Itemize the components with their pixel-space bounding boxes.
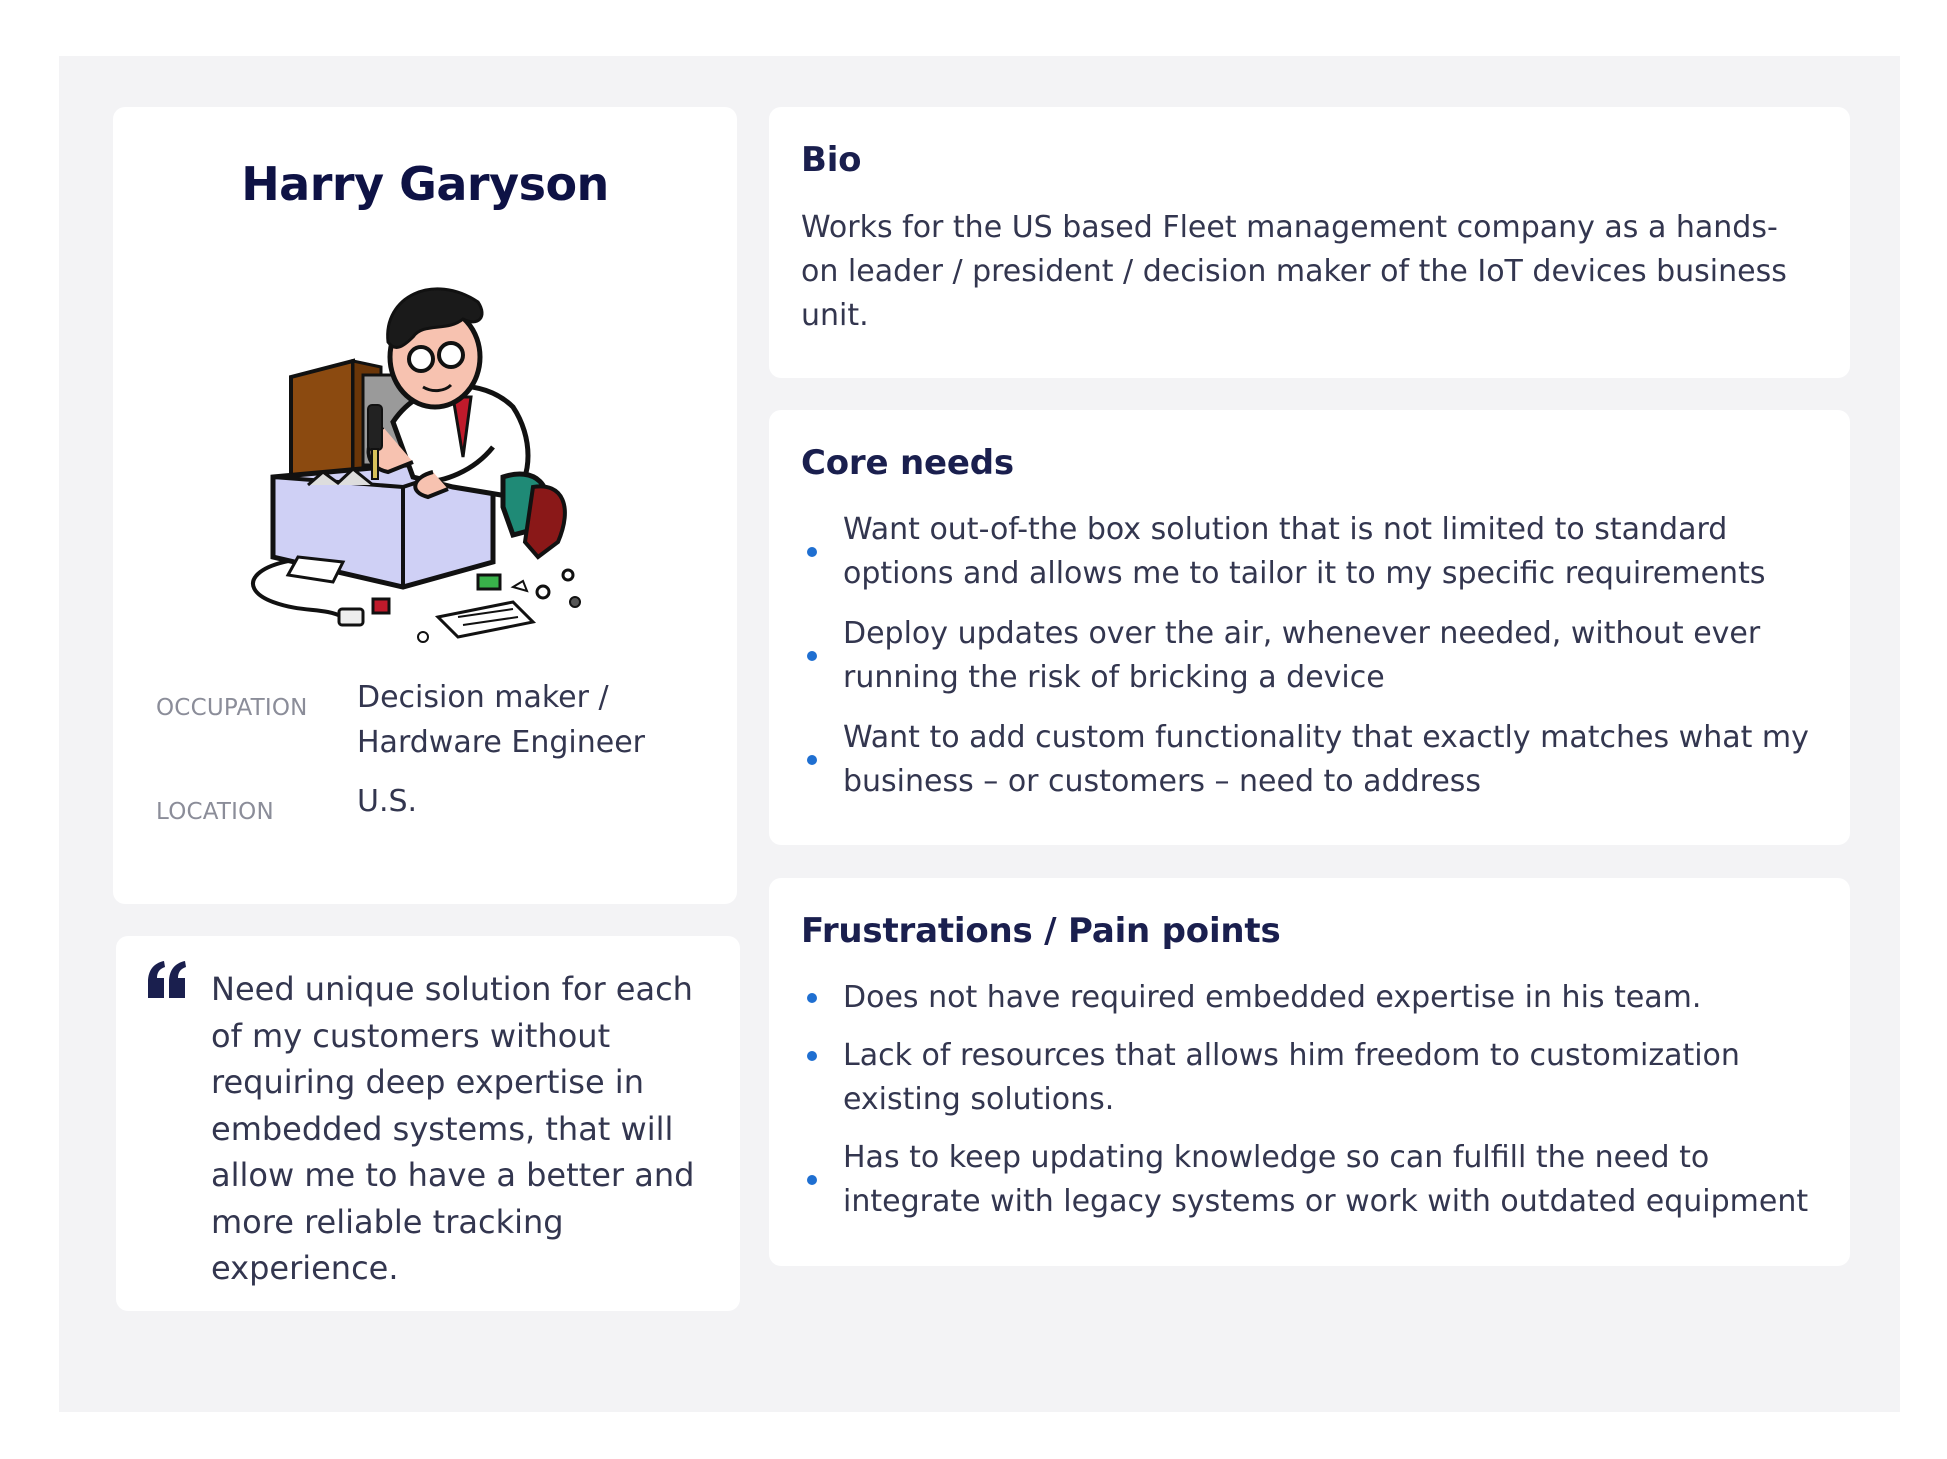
core-needs-card <box>769 410 1850 845</box>
list-item-text: Want to add custom functionality that exactly matches what my business – or customers – need to address <box>843 720 1809 799</box>
list-item <box>801 508 1810 596</box>
bullet-icon <box>807 755 817 765</box>
bio-card <box>769 107 1850 378</box>
core-needs-title: Core needs <box>801 443 1014 483</box>
list-item <box>801 1034 1810 1122</box>
bullet-icon <box>807 993 817 1003</box>
list-item <box>801 976 1810 1020</box>
list-item-text: Deploy updates over the air, whenever needed, without ever running the risk of bricking a device <box>843 616 1761 695</box>
bullet-icon <box>807 1175 817 1185</box>
quote-text: Need unique solution for each of my customers without requiring deep expertise in embedded systems, that will allow me to have a better and more reliable tracking experience. <box>211 970 695 1287</box>
list-item <box>801 1136 1810 1224</box>
list-item-text: Want out-of-the box solution that is not limited to standard options and allows me to tailor it to my specific requirements <box>843 512 1766 591</box>
list-item <box>801 612 1810 700</box>
profile-card <box>113 107 737 904</box>
list-item-text: Lack of resources that allows him freedom to customization existing solutions. <box>843 1038 1740 1117</box>
core-needs-list <box>801 508 1810 804</box>
bullet-icon <box>807 651 817 661</box>
persona-canvas <box>59 56 1900 1412</box>
quote-card <box>116 936 740 1311</box>
bullet-icon <box>807 1051 817 1061</box>
engineer-illustration <box>213 257 633 677</box>
list-item-text: Does not have required embedded expertise in his team. <box>843 980 1702 1015</box>
frustrations-title: Frustrations / Pain points <box>801 911 1281 951</box>
frustrations-list <box>801 976 1810 1224</box>
persona-name: Harry Garyson <box>241 157 609 211</box>
list-item-text: Has to keep updating knowledge so can fulfill the need to integrate with legacy systems or work with outdated equipment <box>843 1140 1809 1219</box>
quote-icon <box>146 960 188 1000</box>
occupation-label: OCCUPATION <box>156 695 308 721</box>
location-label: LOCATION <box>156 799 274 825</box>
bio-text: Works for the US based Fleet management company as a hands-on leader / president / decision maker of the IoT devices business unit. <box>801 210 1787 333</box>
bio-title: Bio <box>801 140 862 180</box>
bullet-icon <box>807 547 817 557</box>
list-item <box>801 716 1810 804</box>
location-value: U.S. <box>357 784 418 819</box>
frustrations-card <box>769 878 1850 1266</box>
occupation-value: Decision maker / Hardware Engineer <box>357 680 645 760</box>
